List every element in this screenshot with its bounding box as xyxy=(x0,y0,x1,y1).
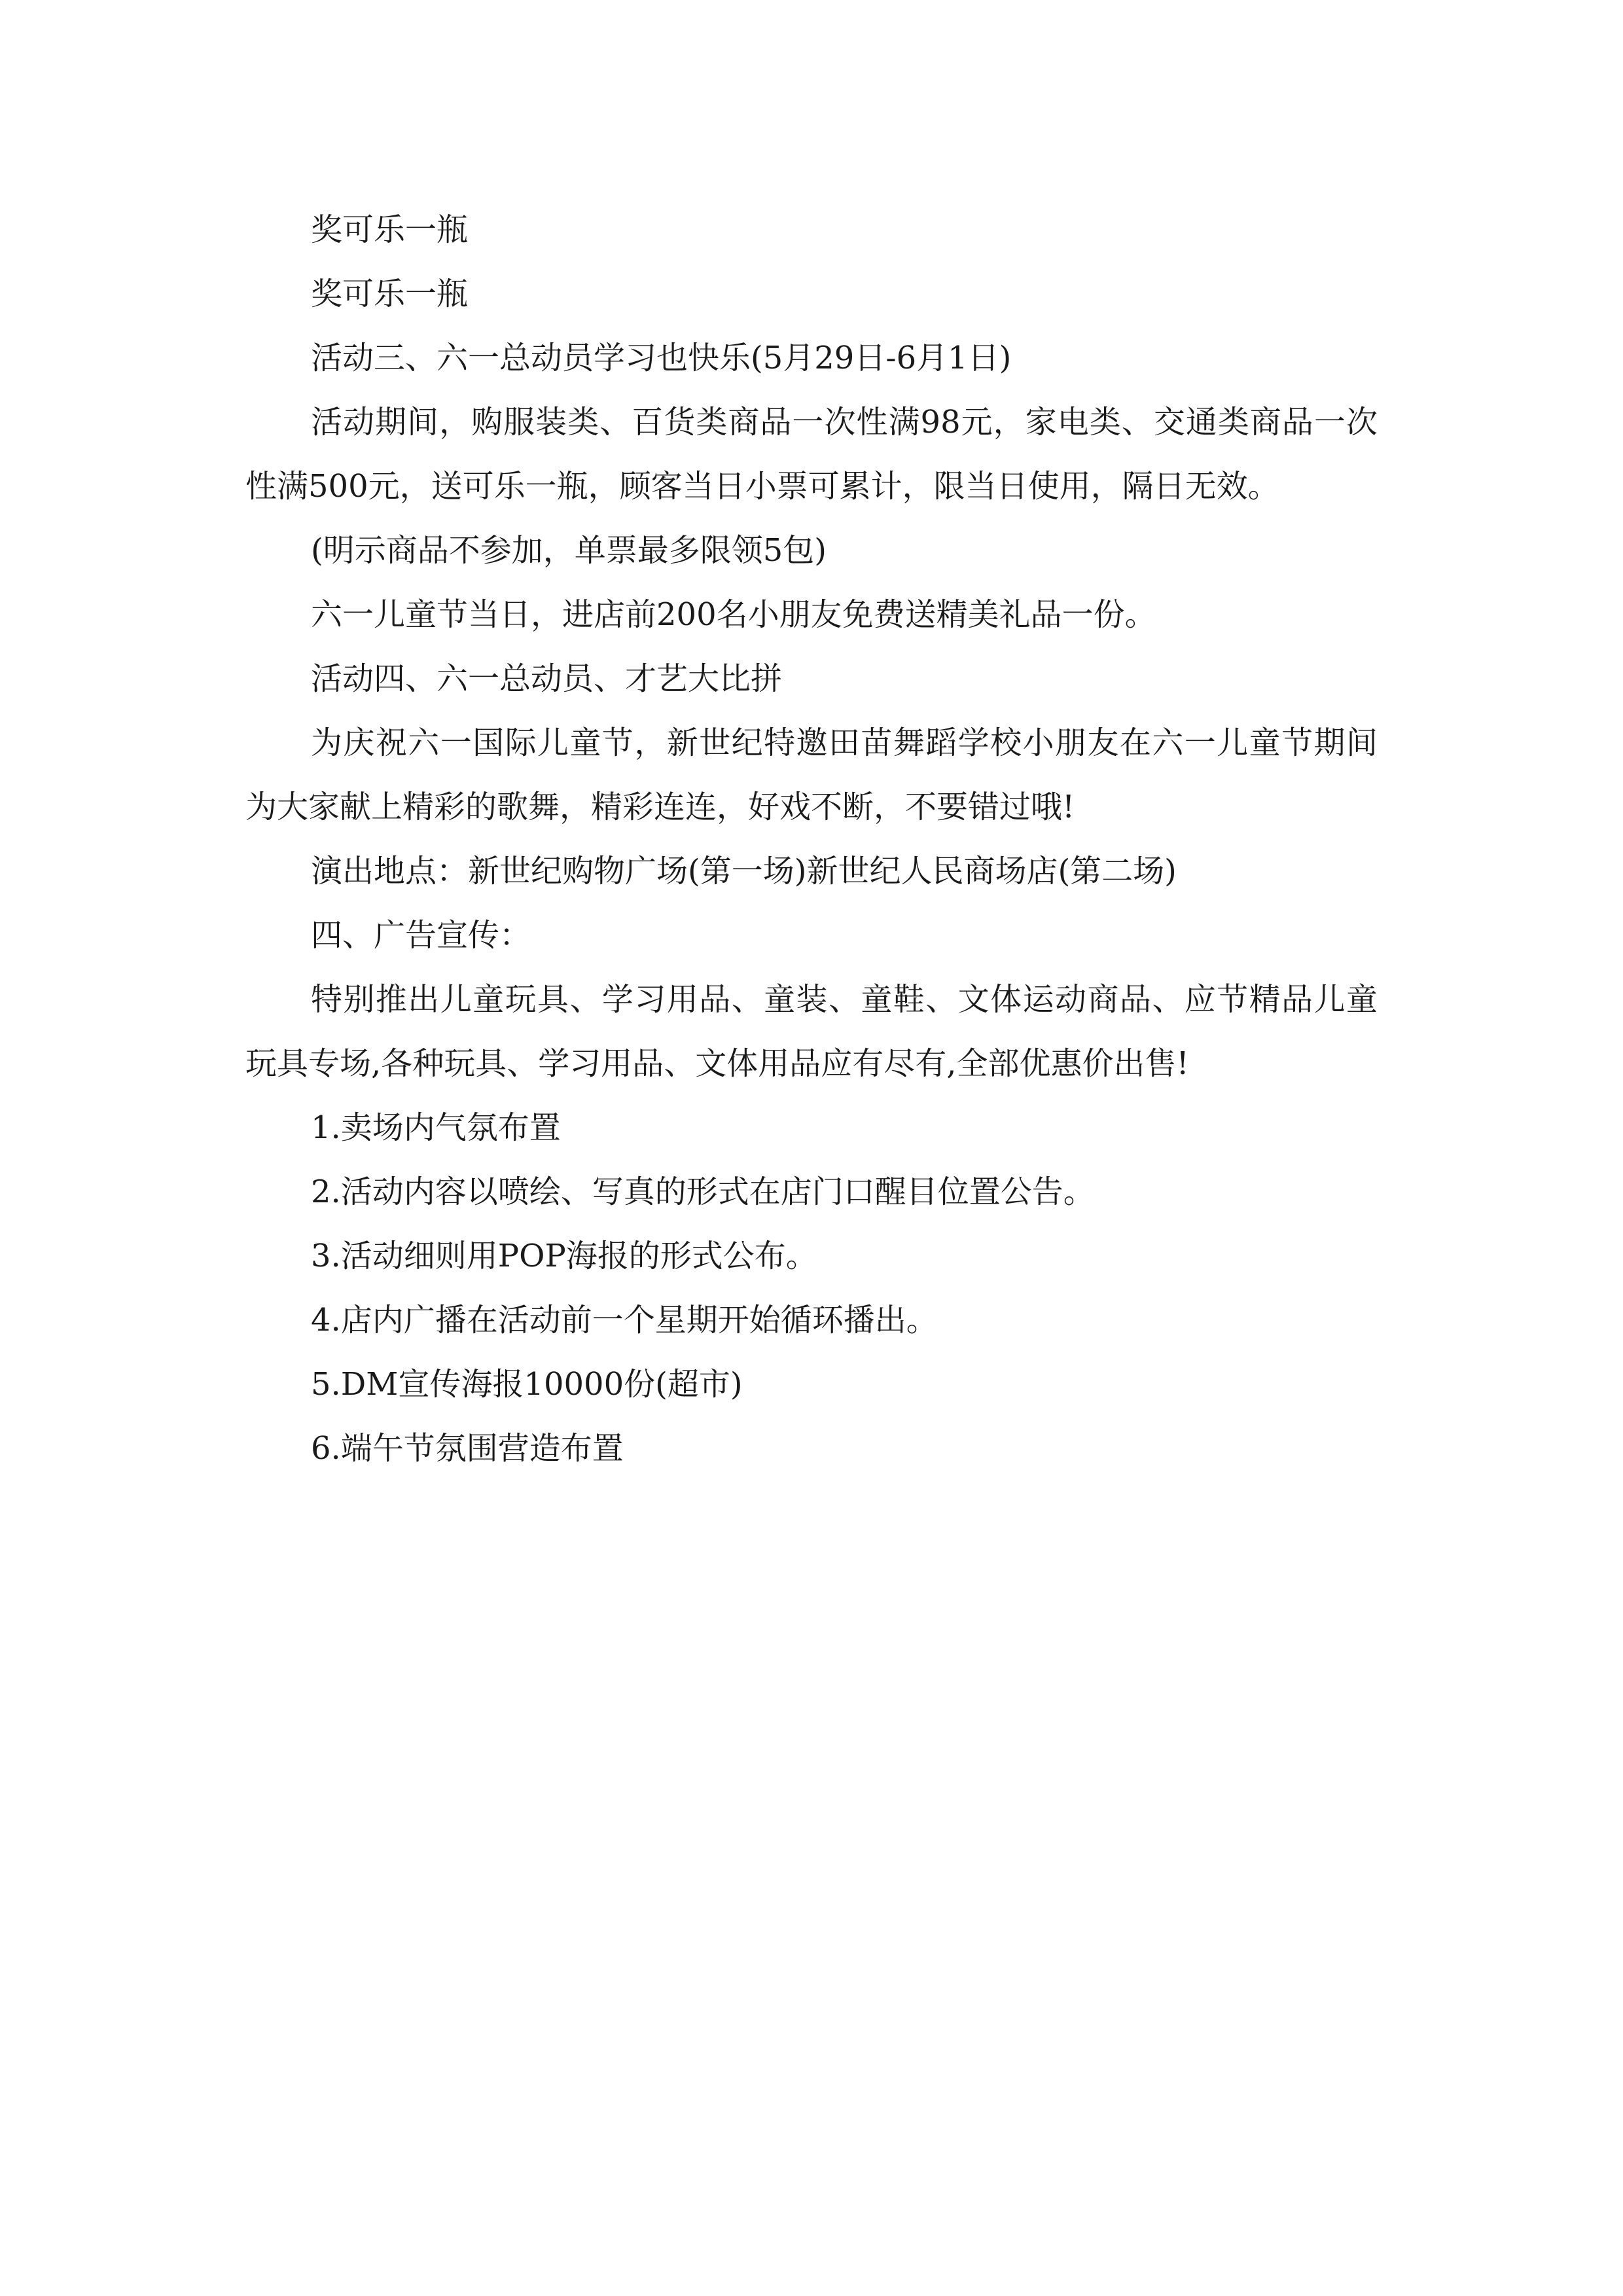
paragraph-prize-2: 奖可乐一瓶 xyxy=(311,276,469,312)
list-item-3: 3.活动细则用POP海报的形式公布。 xyxy=(311,1238,817,1274)
heading-advertising: 四、广告宣传： xyxy=(311,917,531,954)
paragraph-activity-four-details: 为庆祝六一国际儿童节，新世纪特邀田苗舞蹈学校小朋友在六一儿童节期间为大家献上精彩的歌舞，精彩连连，好戏不断，不要错过哦! xyxy=(245,725,1378,825)
document-body xyxy=(245,198,1378,1480)
paragraph-performance-venue: 演出地点：新世纪购物广场(第一场)新世纪人民商场店(第二场) xyxy=(311,853,1177,889)
heading-activity-three: 活动三、六一总动员学习也快乐(5月29日-6月1日) xyxy=(311,340,1012,376)
paragraph-childrens-day-gift: 六一儿童节当日，进店前200名小朋友免费送精美礼品一份。 xyxy=(311,596,1156,633)
paragraph-activity-three-note: (明示商品不参加，单票最多限领5包) xyxy=(311,532,827,569)
heading-activity-four: 活动四、六一总动员、才艺大比拼 xyxy=(311,660,783,697)
list-item-1: 1.卖场内气氛布置 xyxy=(311,1109,561,1146)
paragraph-advertising-details: 特别推出儿童玩具、学习用品、童装、童鞋、文体运动商品、应节精品儿童玩具专场,各种玩具、学习用品、文体用品应有尽有,全部优惠价出售! xyxy=(245,981,1378,1082)
paragraph-prize-1: 奖可乐一瓶 xyxy=(311,211,469,248)
paragraph-activity-three-details: 活动期间，购服装类、百货类商品一次性满98元，家电类、交通类商品一次性满500元，送可乐一瓶，顾客当日小票可累计，限当日使用，隔日无效。 xyxy=(245,404,1378,505)
list-item-4: 4.店内广播在活动前一个星期开始循环播出。 xyxy=(311,1302,938,1338)
list-item-2: 2.活动内容以喷绘、写真的形式在店门口醒目位置公告。 xyxy=(311,1174,1095,1210)
list-item-6: 6.端午节氛围营造布置 xyxy=(311,1430,624,1467)
list-item-5: 5.DM宣传海报10000份(超市) xyxy=(311,1366,743,1403)
